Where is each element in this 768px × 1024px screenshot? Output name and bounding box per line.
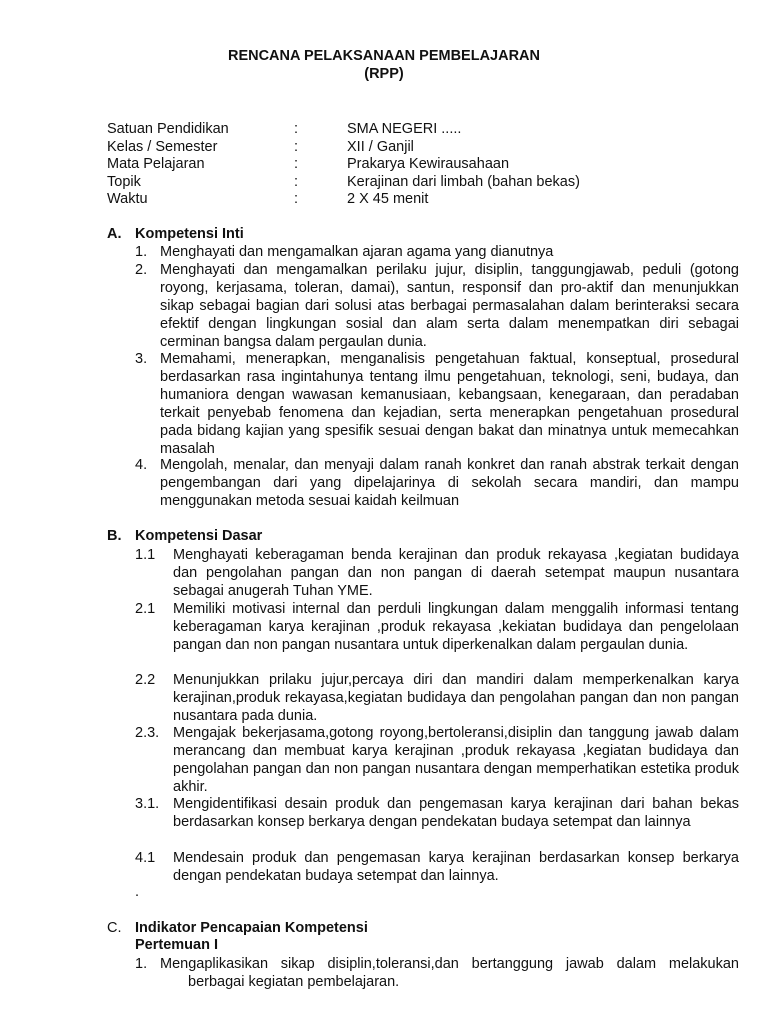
info-label: Kelas / Semester [107,139,218,155]
document-title: RENCANA PELAKSANAAN PEMBELAJARAN [227,48,541,64]
info-label: Mata Pelajaran [107,156,205,172]
item-text: Mengaplikasikan sikap disiplin,toleransi,dan bertanggung jawab dalam melakukan berbagai kegiatan pembelajaran. [160,956,739,990]
list-item [135,600,739,654]
info-colon: : [294,121,299,137]
item-number: 4. [135,457,148,473]
info-colon: : [294,156,299,172]
list-item [135,849,739,885]
list-item [135,546,739,600]
item-text: Memiliki motivasi internal dan perduli lingkungan dalam menggalih informasi tentang keberagaman karya kerajinan ,produk rekayasa ,kekiatan budidaya dan pengelolaan pangan dan non pangan nusantara untuk diperkenalkan dalam pergaulan dunia. [173,601,739,653]
meeting-subheading: Pertemuan I [135,937,218,953]
item-number: 2.3. [135,725,160,741]
item-number: 1. [135,956,148,972]
item-number: 1. [135,244,148,260]
info-label: Satuan Pendidikan [107,121,229,137]
info-colon: : [294,174,299,190]
info-colon: : [294,139,299,155]
item-number: 3. [135,351,148,367]
item-text: Memahami, menerapkan, menganalisis pengetahuan faktual, konseptual, prosedural berdasarkan rasa ingintahunya tentang ilmu pengetahuan, teknologi, seni, budaya, dan humaniora dengan wawasan kemanusiaan, kebangsaan, kenegaraan, dan peradaban terkait penyebab fenomena dan kejadian, serta menerapkan pengetahuan prosedural pada bidang kajian yang spesifik sesuai dengan bakat dan minatnya untuk memecahkan masalah [160,351,739,457]
item-text: Mengajak bekerjasama,gotong royong,bertoleransi,disiplin dan tanggung jawab dalam merancang dan membuat karya kerajinan ,produk rekayasa ,kegiatan budidaya dan pengolahan pangan dan non pangan nusantara dengan memperhatikan estetika produk akhir. [173,725,739,795]
list-item [135,955,739,991]
section-letter: A. [107,226,122,242]
info-label: Waktu [107,191,148,207]
item-number: 2. [135,262,148,278]
section-a-heading [107,226,244,242]
item-text: Mengolah, menalar, dan menyaji dalam ranah konkret dan ranah abstrak terkait dengan pengembangan dari yang dipelajarinya di sekolah secara mandiri, dan mampu menggunakan metoda sesuai kaidah keilmuan [160,457,739,509]
item-text: Menunjukkan prilaku jujur,percaya diri dan mandiri dalam memperkenalkan karya kerajinan,produk rekayasa,kegiatan budidaya dan pengolahan pangan dan non pangan nusantara pada dunia. [173,672,739,724]
info-value: 2 X 45 menit [347,191,429,207]
item-number: 4.1 [135,850,156,866]
list-item [135,243,739,261]
section-letter: C. [107,920,122,936]
info-value: Prakarya Kewirausahaan [347,156,510,172]
list-item [135,671,739,725]
item-number: 3.1. [135,796,160,812]
item-number: 2.1 [135,601,156,617]
info-value: XII / Ganjil [347,139,414,155]
item-number: 1.1 [135,547,156,563]
info-value: SMA NEGERI ..... [347,121,462,137]
list-item [135,456,739,510]
list-item [135,261,739,351]
section-title: Kompetensi Dasar [135,528,263,544]
list-item [135,724,739,796]
section-b-heading [107,528,262,544]
info-colon: : [294,191,299,207]
info-value: Kerajinan dari limbah (bahan bekas) [347,174,580,190]
info-label: Topik [107,174,141,190]
trailing-dot: . [135,884,140,900]
item-number: 2.2 [135,672,156,688]
document-subtitle: (RPP) [364,66,404,82]
item-text: Mengidentifikasi desain produk dan pengemasan karya kerajinan dari bahan bekas berdasarkan konsep berkarya dengan pendekatan budaya setempat dan lainnya [173,796,739,830]
section-title: Indikator Pencapaian Kompetensi [135,920,368,936]
section-title: Kompetensi Inti [135,226,244,242]
list-item [135,350,739,458]
section-c-heading [107,920,368,936]
section-letter: B. [107,528,122,544]
list-item [135,795,739,831]
item-text: Menghayati dan mengamalkan ajaran agama yang dianutnya [160,244,554,260]
item-text: Menghayati dan mengamalkan perilaku jujur, disiplin, tanggungjawab, peduli (gotong royong, kerjasama, toleran, damai), santun, responsif dan pro-aktif dan menunjukkan sikap sebagai bagian dari solusi atas berbagai permasalahan dalam berinteraksi secara efektif dengan lingkungan sosial dan alam serta dalam menempatkan diri sebagai cerminan bangsa dalam pergaulan dunia. [160,262,739,350]
item-text: Menghayati keberagaman benda kerajinan dan produk rekayasa ,kegiatan budidaya dan pengolahan pangan dan non pangan di daerah setempat maupun nusantara sebagai anugerah Tuhan YME. [173,547,739,599]
item-text: Mendesain produk dan pengemasan karya kerajinan berdasarkan konsep berkarya dengan pendekatan budaya setempat dan lainnya. [173,850,739,884]
